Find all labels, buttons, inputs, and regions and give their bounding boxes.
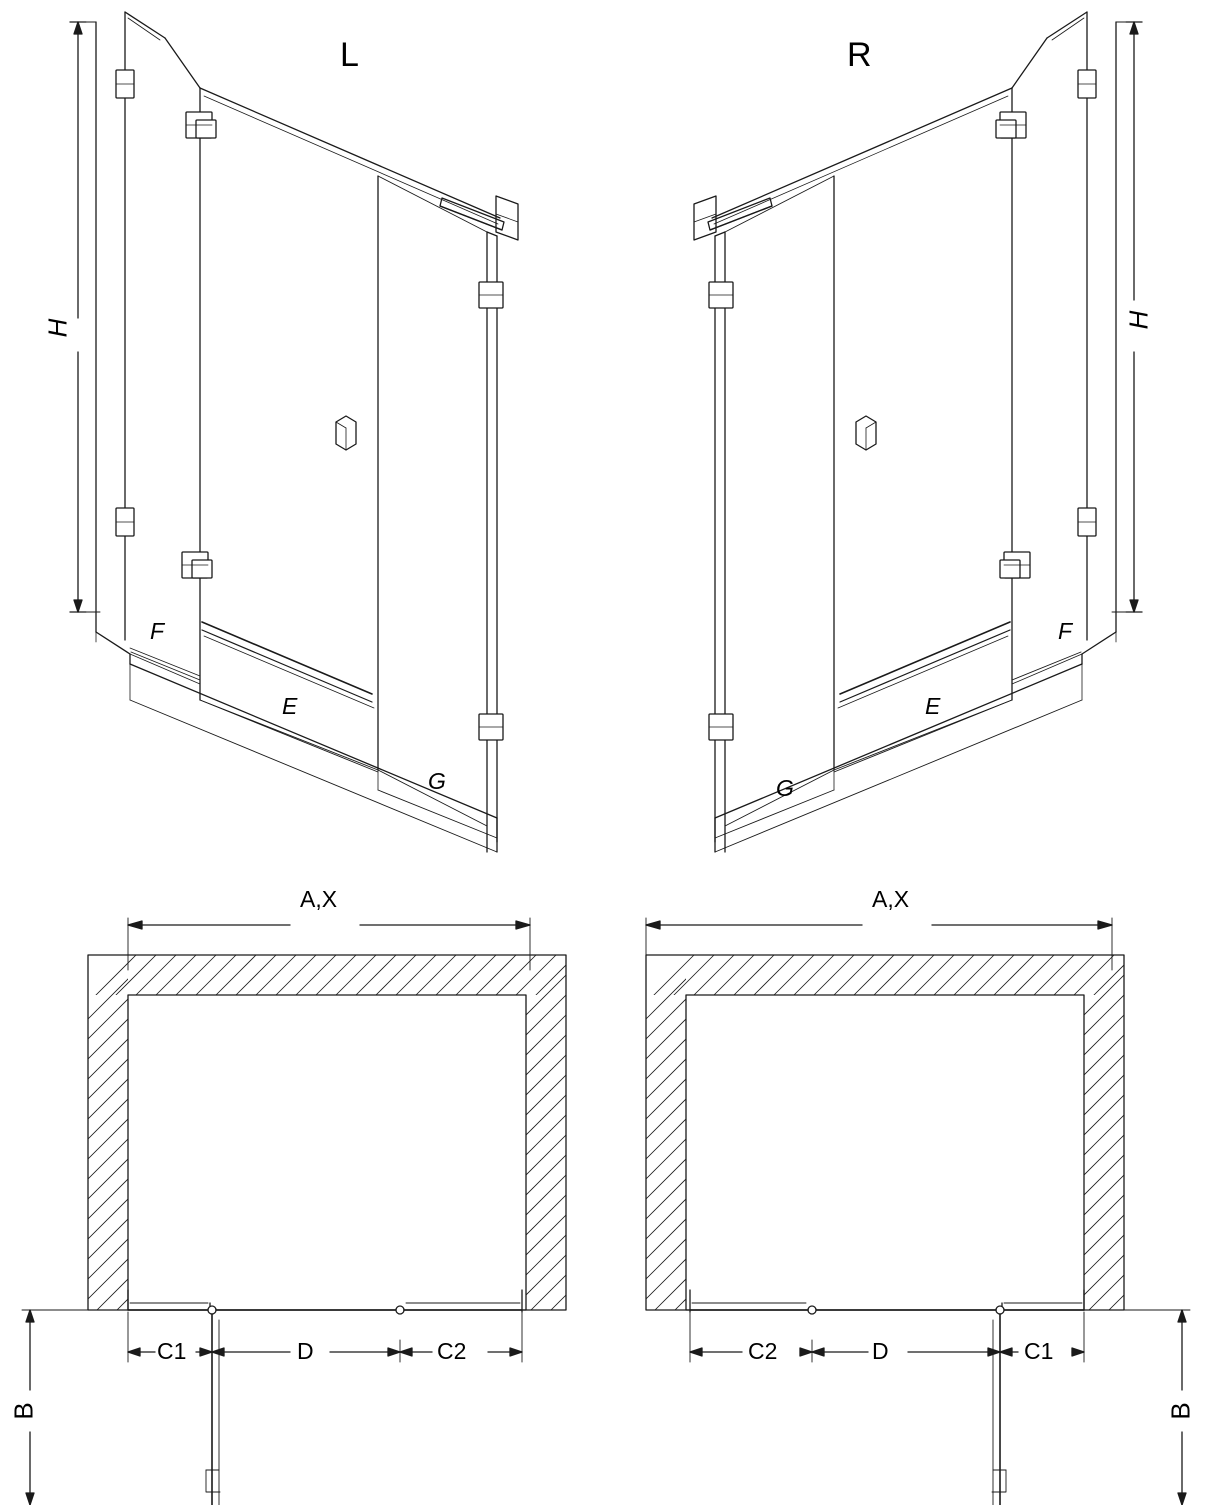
plan-right-segment-d-label: D bbox=[872, 1338, 889, 1364]
iso-right-right-bracket-lower bbox=[709, 714, 733, 740]
iso-left-variant-label: L bbox=[340, 36, 359, 74]
iso-left-segment-f-label: F bbox=[150, 618, 165, 644]
iso-right-variant-label: R bbox=[847, 36, 872, 74]
plan-right-segment-c2-label: C2 bbox=[748, 1338, 778, 1364]
iso-right-height-label: H bbox=[1123, 310, 1154, 330]
plan-left-view bbox=[22, 918, 570, 1505]
iso-right-hinge-upper bbox=[996, 112, 1026, 138]
plan-right-segment-c1-label: C1 bbox=[1024, 1338, 1054, 1364]
iso-left-hinge-lower bbox=[182, 552, 212, 578]
iso-right-door-handle bbox=[856, 416, 876, 450]
iso-left-right-bracket-upper bbox=[479, 282, 503, 308]
iso-left-segment-e-label: E bbox=[282, 693, 298, 719]
iso-left-wall-bracket-lower bbox=[116, 508, 134, 536]
iso-right-segment-e-label: E bbox=[925, 693, 941, 719]
iso-left-segment-g-label: G bbox=[428, 768, 446, 794]
iso-left-seg-F bbox=[130, 648, 200, 676]
iso-right-hinge-lower bbox=[1000, 552, 1030, 578]
iso-left-height-label: H bbox=[42, 318, 73, 338]
plan-right-width-dimension bbox=[646, 918, 1112, 970]
plan-right-depth-label: B bbox=[1165, 1402, 1196, 1420]
plan-left-width-label: A,X bbox=[300, 886, 338, 912]
iso-right-wall-bracket-upper bbox=[1078, 70, 1096, 98]
plan-left-segment-c1-label: C1 bbox=[157, 1338, 187, 1364]
plan-left-segment-d-label: D bbox=[297, 1338, 314, 1364]
plan-left-depth-label: B bbox=[8, 1402, 39, 1420]
iso-right-wall-bracket-lower bbox=[1078, 508, 1096, 536]
plan-right-width-label: A,X bbox=[872, 886, 910, 912]
plan-left-segment-c2-label: C2 bbox=[437, 1338, 467, 1364]
plan-right-view bbox=[646, 918, 1190, 1505]
iso-left-right-bracket-lower bbox=[479, 714, 503, 740]
iso-left-view bbox=[70, 12, 518, 852]
iso-left-hinge-upper bbox=[186, 112, 216, 138]
iso-right-view bbox=[694, 12, 1142, 852]
iso-left-wall-bracket-upper bbox=[116, 70, 134, 98]
iso-right-right-bracket-upper bbox=[709, 282, 733, 308]
iso-right-segment-f-label: F bbox=[1058, 618, 1073, 644]
iso-right-segment-g-label: G bbox=[776, 775, 794, 801]
iso-left-door-handle bbox=[336, 416, 356, 450]
